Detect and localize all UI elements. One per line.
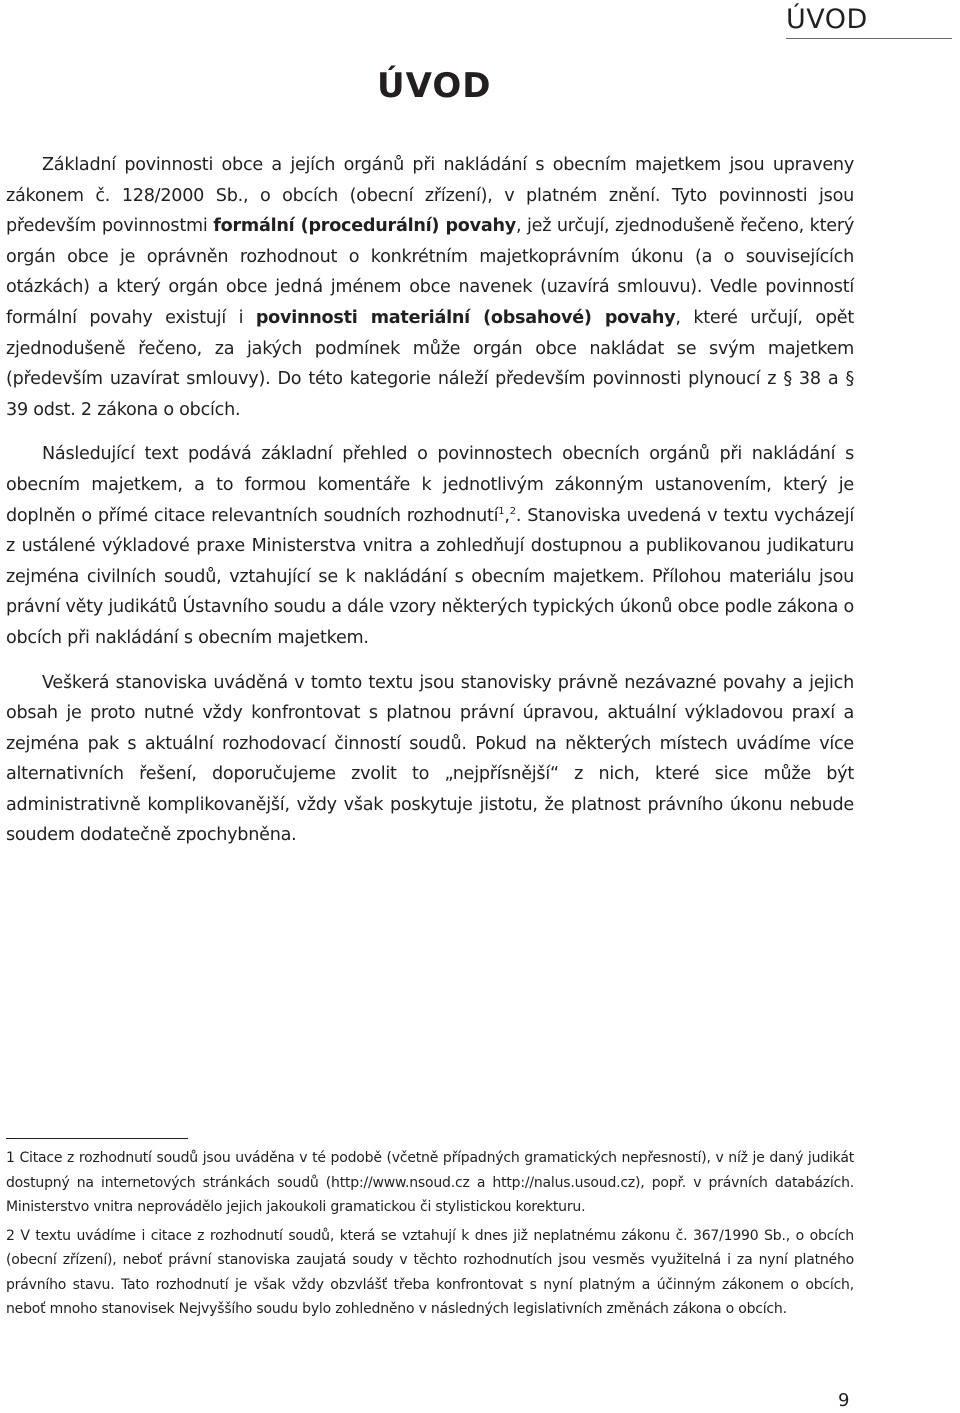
footnote-ref-1[interactable]: 1 [498,505,505,517]
footnote-1: 1 Citace z rozhodnutí soudů jsou uváděna v té podobě (včetně případných gramatických nepřesností), v níž je daný judikát dostupný na internetových stránkách soudů (http://www.nsoud.cz a http://nalus.usoud.cz), popř. v právních databázích. Ministerstvo vnitra neprovádělo jejich jakoukoli gramatickou či stylistickou korekturu. [6,1150,854,1215]
footnote-ref-2[interactable]: 2 [509,505,516,517]
chapter-title: ÚVOD [377,66,492,106]
p2-text-2: . Stanoviska uvedená v textu vycházejí z ustálené výkladové praxe Ministerstva vnitra a zohledňují dostupnou a publikovanou judikaturu zejména civilních soudů, vztahující se k nakládání s obecním majetkem. Přílohou materiálu jsou právní věty judikátů Ústavního soudu a dále vzory některých typických úkonů obce podle zákona o obcích při nakládání s obecním majetkem. [6,505,854,648]
p1-text-2: , jež určují, zjednodušeně řečeno, který orgán obce je oprávněn rozhodnout o konkrétním majetkoprávním úkonu (a o souvisejících otázkách) a který orgán obce jedná jménem obce navenek (uzavírá smlouvu). Vedle povinností formální povahy existují i [6,216,854,328]
p1-bold-material: povinnosti materiální (obsahové) povahy [255,307,676,328]
p2-text-1: Následující text podává základní přehled o povinnostech obecních orgánů při nakládání s obecním majetkem, a to formou komentáře k jednotlivým zákonným ustanovením, který je doplněn o přímé citace relevantních soudních rozhodnutí [6,444,854,526]
footnote-ref-separator: , [504,505,510,526]
page-number: 9 [838,1390,850,1411]
footnote-2: 2 V textu uvádíme i citace z rozhodnutí soudů, která se vztahují k dnes již neplatnému zákonu č. 367/1990 Sb., o obcích (obecní zřízení), neboť právní stanoviska zaujatá soudy v těchto rozhodnutích jsou vesměs využitelná i za nyní platného právního stavu. Tato rozhodnutí je však vždy obzvlášť třeba konfrontovat s nyní platným a účinným zákonem o obcích, neboť mnoho stanovisek Nejvyššího soudu bylo zohledněno v následných legislativních změnách zákona o obcích. [6,1227,854,1317]
footnotes [6,1146,854,1326]
paragraph-3 [6,668,854,852]
footnote-divider [6,1138,188,1139]
p1-bold-formal: formální (procedurální) povahy [213,216,516,237]
p1-text-1: Základní povinnosti obce a jejích orgánů při nakládání s obecním majetkem jsou upraveny zákonem č. 128/2000 Sb., o obcích (obecní zřízení), v platném znění. Tyto povinnosti jsou především povinnostmi [6,155,854,237]
running-header: ÚVOD [786,2,952,39]
paragraph-2 [6,439,854,653]
paragraph-1 [6,150,854,425]
body-text [6,150,854,865]
p3-text-1: Veškerá stanoviska uváděná v tomto textu jsou stanovisky právně nezávazné povahy a jejich obsah je proto nutné vždy konfrontovat s platnou právní úpravou, aktuální výkladovou praxí a zejména pak s aktuální rozhodovací činností soudů. Pokud na některých místech uvádíme více alternativních řešení, doporučujeme zvolit to „nejpřísnější“ z nich, které sice může být administrativně komplikovanější, vždy však poskytuje jistotu, že platnost právního úkonu nebude soudem dodatečně zpochybněna. [6,672,854,846]
p1-text-3: , které určují, opět zjednodušeně řečeno, za jakých podmínek může orgán obce nakládat se svým majetkem (především uzavírat smlouvy). Do této kategorie náleží především povinnosti plynoucí z § 38 a § 39 odst. 2 zákona o obcích. [6,307,854,420]
